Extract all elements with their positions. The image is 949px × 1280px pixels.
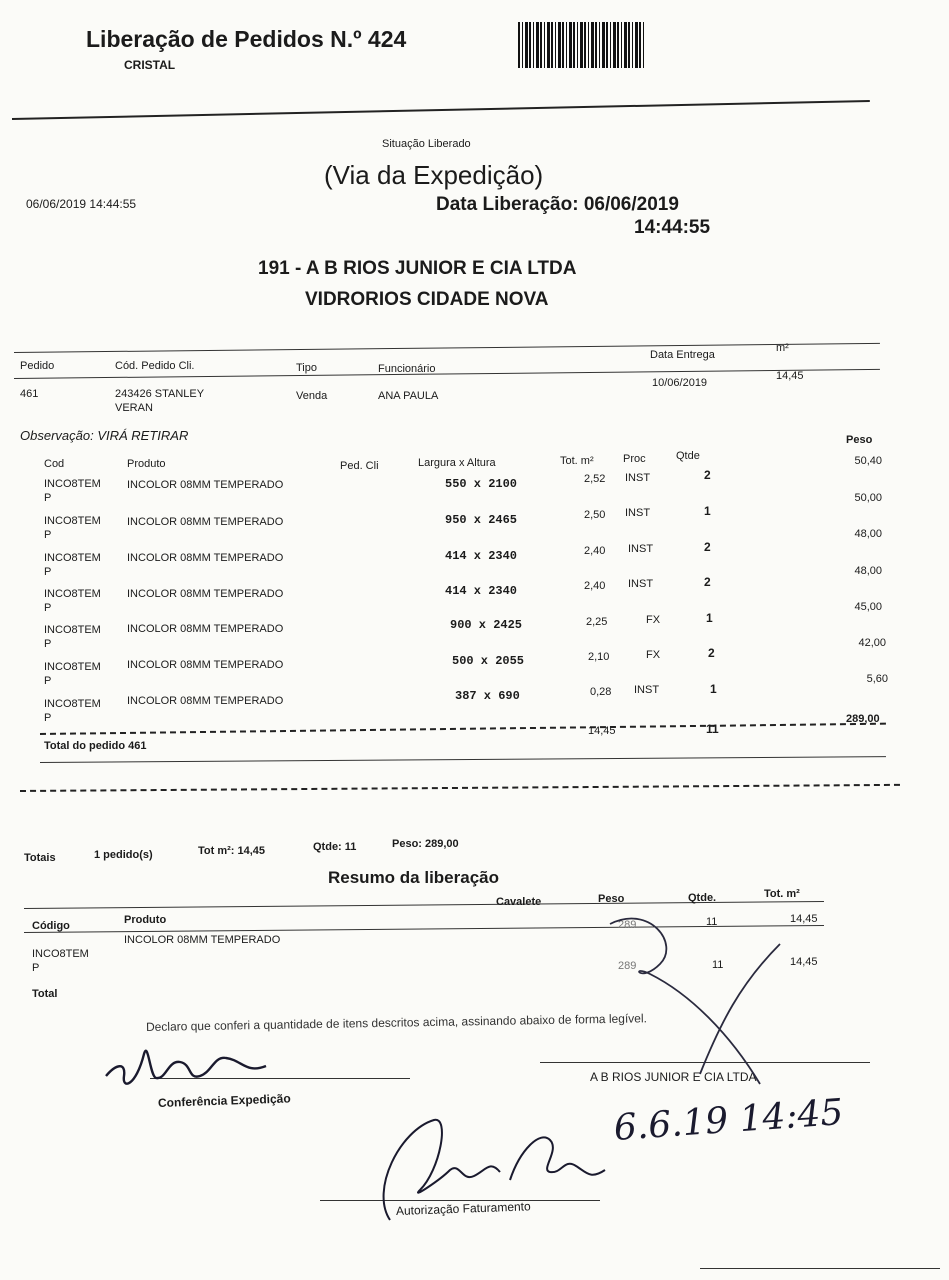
barcode xyxy=(518,22,646,68)
resumo-row-qtde: 11 xyxy=(706,916,718,928)
situacao: Situação Liberado xyxy=(382,138,471,150)
col-data-entrega: Data Entrega xyxy=(650,349,715,361)
item-produto: INCOLOR 08MM TEMPERADO xyxy=(127,516,284,528)
resumo-title: Resumo da liberação xyxy=(328,868,500,887)
resumo-row-cod: INCO8TEM xyxy=(32,948,89,960)
order-data-entrega: 10/06/2019 xyxy=(652,377,708,389)
company-name: CRISTAL xyxy=(124,58,176,72)
print-datetime: 06/06/2019 14:44:55 xyxy=(26,197,137,211)
items-col-peso: Peso xyxy=(846,434,873,446)
totals-label: Totais xyxy=(24,852,56,864)
client-sign-label: A B RIOS JUNIOR E CIA LTDA xyxy=(590,1070,757,1084)
col-pedido: Pedido xyxy=(20,360,55,372)
item-produto: INCOLOR 08MM TEMPERADO xyxy=(127,695,284,707)
item-proc: INST xyxy=(625,472,651,484)
item-cod: INCO8TEM xyxy=(44,588,101,600)
item-cod: INCO8TEM xyxy=(44,478,101,490)
via-label: (Via da Expedição) xyxy=(324,160,544,190)
col-funcionario: Funcionário xyxy=(378,363,436,375)
item-produto: INCOLOR 08MM TEMPERADO xyxy=(127,659,284,671)
items-col-produto: Produto xyxy=(127,458,166,470)
items-col-proc: Proc xyxy=(623,453,646,465)
resumo-col-qtde: Qtde. xyxy=(688,892,717,904)
item-produto: INCOLOR 08MM TEMPERADO xyxy=(127,588,284,600)
item-dim: 387 x 690 xyxy=(455,689,520,703)
item-qtde: 2 xyxy=(704,468,711,482)
item-proc: INST xyxy=(628,578,654,590)
item-cod: INCO8TEM xyxy=(44,698,101,710)
resumo-total-qtde: 11 xyxy=(712,959,724,971)
resumo-total-label: Total xyxy=(32,988,58,1000)
order-pedido: 461 xyxy=(20,388,39,400)
totals-pedidos: 1 pedido(s) xyxy=(94,849,153,861)
item-cod-suffix: P xyxy=(44,566,52,578)
order-funcionario: ANA PAULA xyxy=(378,390,439,402)
col-m2: m² xyxy=(776,342,789,354)
resumo-row-peso: 289 xyxy=(618,919,637,931)
order-cod-pedido-2: VERAN xyxy=(115,402,153,414)
item-peso: 50,00 xyxy=(854,492,882,504)
resumo-col-produto: Produto xyxy=(124,914,167,926)
resumo-row-produto: INCOLOR 08MM TEMPERADO xyxy=(124,934,281,946)
item-dim: 950 x 2465 xyxy=(445,513,518,527)
item-dim: 550 x 2100 xyxy=(445,477,518,491)
item-cod: INCO8TEM xyxy=(44,515,101,527)
section-rule xyxy=(20,784,900,792)
resumo-row-cod-suffix: P xyxy=(32,962,40,974)
order-top-rule xyxy=(14,343,880,353)
order-total-m2: 14,45 xyxy=(588,725,616,737)
item-produto: INCOLOR 08MM TEMPERADO xyxy=(127,552,284,564)
signature-autorizacao xyxy=(350,1110,610,1230)
order-bottom-rule xyxy=(40,756,886,763)
items-col-largura-altura: Largura x Altura xyxy=(418,457,496,469)
document-title: Liberação de Pedidos N.º 424 xyxy=(86,26,407,52)
item-cod: INCO8TEM xyxy=(44,552,101,564)
client-branch: VIDRORIOS CIDADE NOVA xyxy=(305,289,549,310)
col-cod-pedido: Cód. Pedido Cli. xyxy=(115,360,195,372)
item-peso: 48,00 xyxy=(854,565,882,577)
resumo-col-codigo: Código xyxy=(32,920,70,932)
order-tipo: Venda xyxy=(296,390,328,402)
col-tipo: Tipo xyxy=(296,362,317,374)
resumo-col-cavalete: Cavalete xyxy=(496,896,542,908)
item-m2: 2,40 xyxy=(584,545,606,557)
item-m2: 2,10 xyxy=(588,651,610,663)
items-col-cod: Cod xyxy=(44,458,65,470)
item-dim: 500 x 2055 xyxy=(452,654,525,668)
signature-conferencia xyxy=(96,1036,276,1100)
totals-qtde: Qtde: 11 xyxy=(313,841,357,853)
totals-peso: Peso: 289,00 xyxy=(392,838,459,850)
resumo-total-peso: 289 xyxy=(618,960,637,972)
data-liberacao: Data Liberação: 06/06/2019 xyxy=(436,194,679,215)
item-dim: 900 x 2425 xyxy=(450,618,523,632)
item-produto: INCOLOR 08MM TEMPERADO xyxy=(127,479,284,491)
item-m2: 2,40 xyxy=(584,580,606,592)
client-name: 191 - A B RIOS JUNIOR E CIA LTDA xyxy=(258,258,577,279)
order-total-peso: 289,00 xyxy=(846,713,880,725)
resumo-total-m2: 14,45 xyxy=(790,956,818,968)
item-cod-suffix: P xyxy=(44,638,52,650)
item-cod: INCO8TEM xyxy=(44,624,101,636)
order-m2: 14,45 xyxy=(776,370,804,382)
item-produto: INCOLOR 08MM TEMPERADO xyxy=(127,623,284,635)
observacao: Observação: VIRÁ RETIRAR xyxy=(20,428,189,443)
items-total-rule xyxy=(40,723,886,735)
item-dim: 414 x 2340 xyxy=(445,549,518,563)
item-peso: 45,00 xyxy=(854,601,882,613)
item-proc: INST xyxy=(628,543,654,555)
conferencia-label: Conferência Expedição xyxy=(157,1091,291,1110)
item-qtde: 1 xyxy=(710,682,717,696)
item-m2: 2,50 xyxy=(584,509,606,521)
item-cod-suffix: P xyxy=(44,492,52,504)
item-m2: 2,52 xyxy=(584,473,606,485)
items-col-tot-m2: Tot. m² xyxy=(560,455,594,467)
item-qtde: 2 xyxy=(704,540,711,554)
order-total-qtde: 11 xyxy=(706,722,719,736)
resumo-row-m2: 14,45 xyxy=(790,913,818,925)
order-total-label: Total do pedido 461 xyxy=(44,740,147,752)
items-col-ped-cli: Ped. Cli xyxy=(340,460,379,472)
item-peso: 48,00 xyxy=(854,528,882,540)
item-proc: INST xyxy=(625,507,651,519)
handwritten-date: 6.6.19 14:45 xyxy=(612,1092,845,1149)
item-proc: FX xyxy=(646,614,661,626)
resumo-col-tot-m2: Tot. m² xyxy=(764,888,800,900)
item-cod-suffix: P xyxy=(44,712,52,724)
item-dim: 414 x 2340 xyxy=(445,584,518,598)
declaration: Declaro que conferi a quantidade de itens descritos acima, assinando abaixo de forma legível. xyxy=(145,1011,648,1034)
item-cod: INCO8TEM xyxy=(44,661,101,673)
item-qtde: 2 xyxy=(708,646,715,660)
data-liberacao-time: 14:44:55 xyxy=(634,217,711,238)
item-cod-suffix: P xyxy=(44,602,52,614)
signature-client-check xyxy=(590,904,790,1094)
item-m2: 2,25 xyxy=(586,616,608,628)
item-m2: 0,28 xyxy=(590,686,612,698)
item-peso: 5,60 xyxy=(866,673,888,685)
item-cod-suffix: P xyxy=(44,675,52,687)
item-proc: INST xyxy=(634,684,660,696)
autorizacao-label: Autorização Faturamento xyxy=(395,1199,531,1218)
order-cod-pedido: 243426 STANLEY xyxy=(115,388,205,400)
item-cod-suffix: P xyxy=(44,529,52,541)
totals-m2: Tot m²: 14,45 xyxy=(198,845,266,857)
resumo-col-peso: Peso xyxy=(598,893,625,905)
header-rule xyxy=(12,100,870,120)
item-peso: 50,40 xyxy=(854,455,882,467)
item-proc: FX xyxy=(646,649,661,661)
item-qtde: 2 xyxy=(704,575,711,589)
item-qtde: 1 xyxy=(704,504,711,518)
item-qtde: 1 xyxy=(706,611,713,625)
page-bottom-rule xyxy=(700,1268,940,1269)
item-peso: 42,00 xyxy=(858,637,886,649)
items-col-qtde: Qtde xyxy=(676,450,700,462)
